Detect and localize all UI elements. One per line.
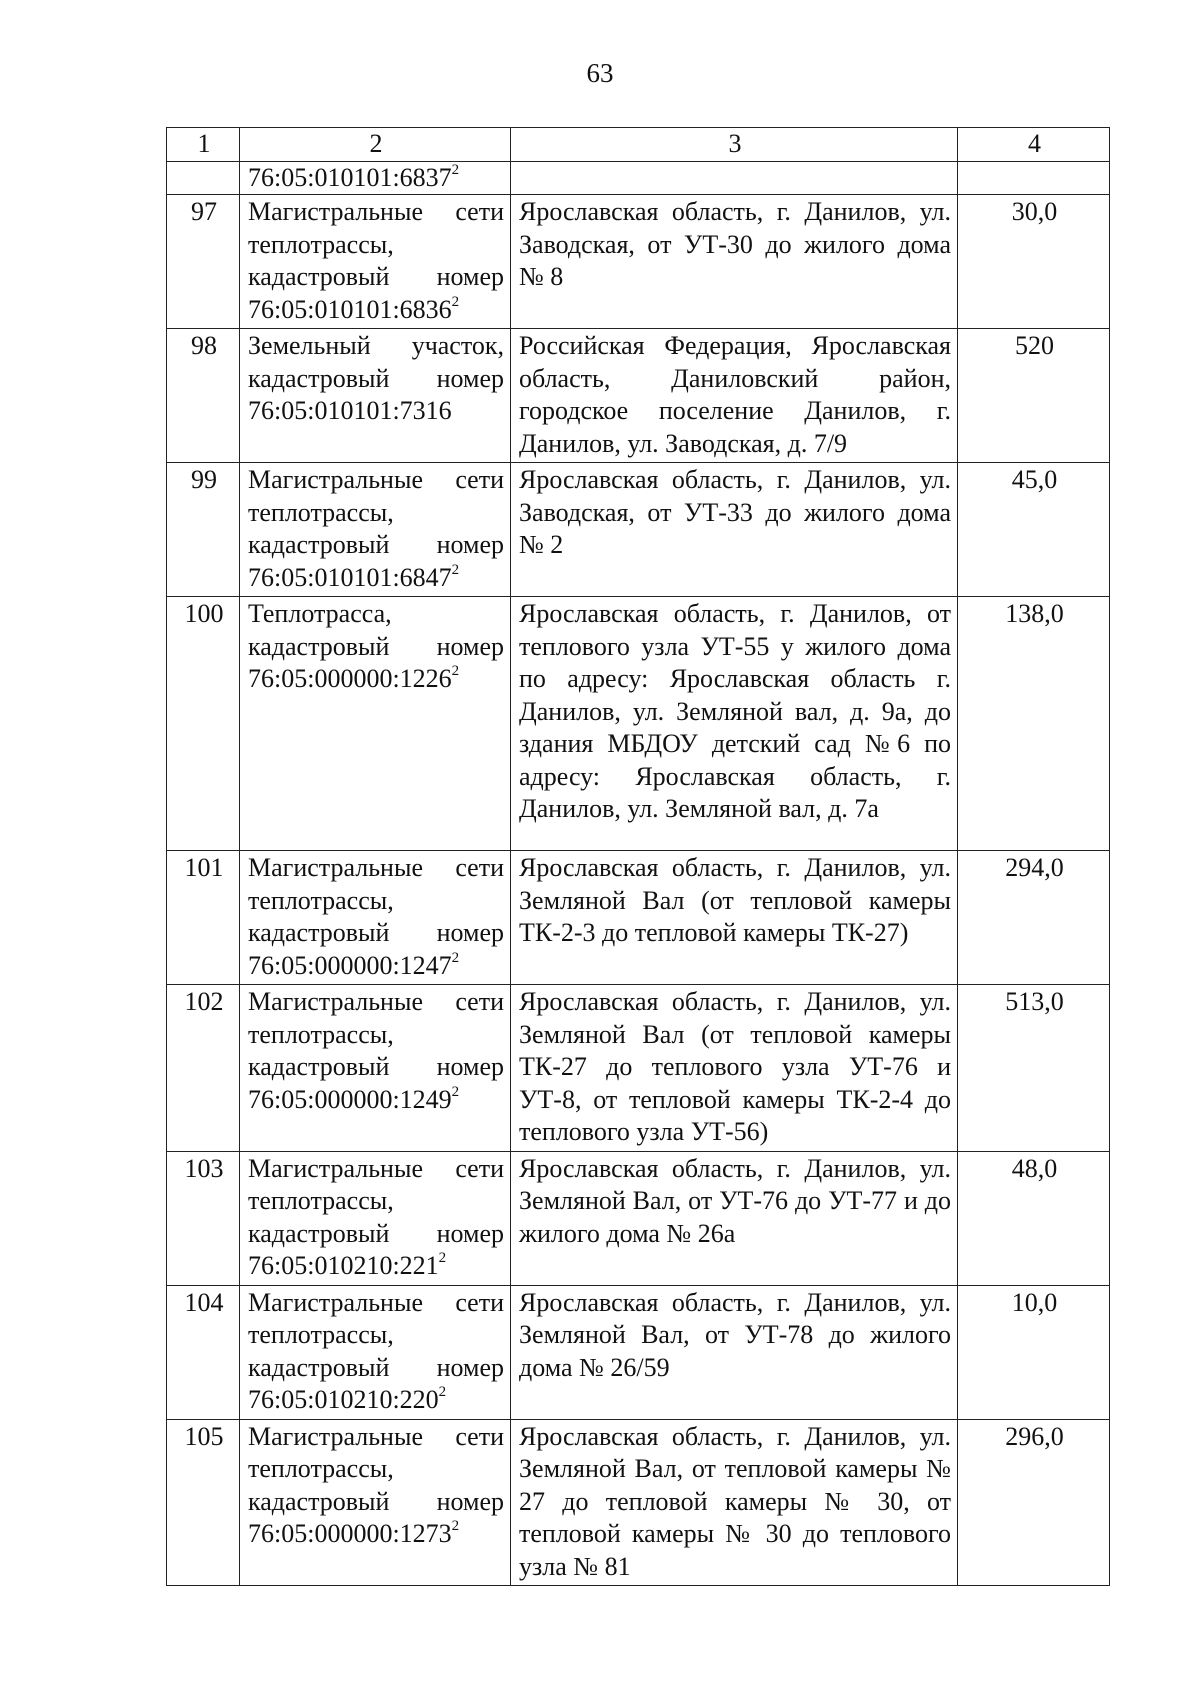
- object-address: Ярославская область, г. Данилов, ул. Заводская, от УТ-33 до жилого дома № 2: [511, 463, 958, 597]
- table-header-row: [167, 128, 1110, 162]
- table-row: [167, 1285, 1110, 1419]
- row-number: 99: [167, 463, 240, 597]
- cadastral-number: 76:05:010210:221: [248, 1251, 439, 1280]
- row-number: 98: [167, 329, 240, 463]
- footnote-mark: 2: [438, 1384, 447, 1401]
- object-name: [240, 463, 511, 597]
- object-name: [240, 1151, 511, 1285]
- object-description: Магистральные сети теплотрассы, кадастровый номер: [248, 465, 504, 559]
- page-number: 63: [586, 58, 614, 88]
- object-description: Магистральные сети теплотрассы, кадастровый номер: [248, 1153, 504, 1248]
- footnote-mark: 2: [451, 1518, 460, 1535]
- footnote-mark: 2: [451, 1083, 460, 1100]
- table-row: [167, 329, 1110, 463]
- object-description: Теплотрасса, кадастровый номер: [248, 599, 504, 661]
- row-number: 105: [167, 1419, 240, 1586]
- object-address: Ярославская область, г. Данилов, ул. Земляной Вал (от тепловой камеры ТК-2-3 до тепловой камеры ТК-27): [511, 851, 958, 985]
- property-table-wrapper: [166, 127, 1110, 1586]
- object-description: Магистральные сети теплотрассы, кадастровый номер: [248, 1421, 504, 1516]
- table-row: [167, 1151, 1110, 1285]
- row-number: 101: [167, 851, 240, 985]
- row-number: 97: [167, 195, 240, 329]
- header-col-1: 1: [167, 128, 240, 162]
- cadastral-number: 76:05:010101:6837: [248, 162, 452, 192]
- object-area: [958, 161, 1110, 195]
- table-row: [167, 985, 1110, 1152]
- cadastral-number: 76:05:000000:1273: [248, 1519, 452, 1548]
- object-address: Ярославская область, г. Данилов, ул. Земляной Вал, от тепловой камеры № 27 до тепловой камеры № 30, от тепловой камеры № 30 до теплового узла № 81: [511, 1419, 958, 1586]
- object-name: [240, 851, 511, 985]
- object-name: [240, 329, 511, 463]
- cadastral-number: 76:05:010101:6847: [248, 562, 452, 592]
- object-area: 513,0: [958, 985, 1110, 1152]
- table-row: [167, 195, 1110, 329]
- object-description: Магистральные сети теплотрассы, кадастровый номер: [248, 1287, 504, 1382]
- table-row-continuation: [167, 161, 1110, 195]
- row-number: 104: [167, 1285, 240, 1419]
- object-address: [511, 161, 958, 195]
- row-number: 100: [167, 597, 240, 851]
- cadastral-number: 76:05:010210:220: [248, 1385, 439, 1414]
- header-col-4: 4: [958, 128, 1110, 162]
- object-area: 48,0: [958, 1151, 1110, 1285]
- footnote-mark: 2: [451, 561, 460, 578]
- cadastral-number: 76:05:010101:6836: [248, 294, 452, 324]
- object-area: 30,0: [958, 195, 1110, 329]
- object-area: 45,0: [958, 463, 1110, 597]
- object-area: 138,0: [958, 597, 1110, 851]
- footnote-mark: 2: [451, 663, 460, 680]
- row-number: [167, 161, 240, 195]
- object-description: Магистральные сети теплотрассы, кадастровый номер: [248, 987, 504, 1081]
- table-row: [167, 1419, 1110, 1586]
- cadastral-number: 76:05:010101:7316: [248, 396, 452, 425]
- header-col-2: 2: [240, 128, 511, 162]
- object-description: Магистральные сети теплотрассы, кадастровый номер: [248, 853, 504, 947]
- object-address: Российская Федерация, Ярославская область, Даниловский район, городское поселение Данилов, г. Данилов, ул. Заводская, д. 7/9: [511, 329, 958, 463]
- row-number: 102: [167, 985, 240, 1152]
- footnote-mark: 2: [451, 949, 460, 966]
- table-row: [167, 597, 1110, 851]
- object-description: Земельный участок, кадастровый номер: [248, 331, 504, 393]
- object-address: Ярославская область, г. Данилов, от теплового узла УТ-55 у жилого дома по адресу: Ярославская область г. Данилов, ул. Земляной вал, д. 9а, до здания МБДОУ детский сад №6 по адресу: Ярославская область, г. Данилов, ул. Земляной вал, д. 7а: [511, 597, 958, 851]
- object-address: Ярославская область, г. Данилов, ул. Земляной Вал, от УТ-78 до жилого дома № 26/59: [511, 1285, 958, 1419]
- footnote-mark: 2: [438, 1250, 447, 1267]
- footnote-mark: 2: [451, 293, 460, 310]
- object-address: Ярославская область, г. Данилов, ул. Земляной Вал, от УТ-76 до УТ-77 и до жилого дома № 26а: [511, 1151, 958, 1285]
- object-name: [240, 1285, 511, 1419]
- object-name: [240, 597, 511, 851]
- cadastral-number: 76:05:000000:1247: [248, 950, 452, 980]
- object-name: [240, 985, 511, 1152]
- object-address: Ярославская область, г. Данилов, ул. Заводская, от УТ-30 до жилого дома № 8: [511, 195, 958, 329]
- header-col-3: 3: [511, 128, 958, 162]
- object-name: [240, 195, 511, 329]
- object-name: [240, 161, 511, 195]
- object-address: Ярославская область, г. Данилов, ул. Земляной Вал (от тепловой камеры ТК-27 до теплового узла УТ-76 и УТ-8, от тепловой камеры ТК-2-4 до теплового узла УТ-56): [511, 985, 958, 1152]
- object-description: Магистральные сети теплотрассы, кадастровый номер: [248, 197, 504, 291]
- table-row: [167, 851, 1110, 985]
- property-table: [166, 127, 1110, 1586]
- object-area: 296,0: [958, 1419, 1110, 1586]
- row-number: 103: [167, 1151, 240, 1285]
- cadastral-number: 76:05:000000:1249: [248, 1084, 452, 1114]
- object-area: 520: [958, 329, 1110, 463]
- object-area: 294,0: [958, 851, 1110, 985]
- table-row: [167, 463, 1110, 597]
- object-name: [240, 1419, 511, 1586]
- object-area: 10,0: [958, 1285, 1110, 1419]
- footnote-mark: 2: [451, 161, 460, 178]
- cadastral-number: 76:05:000000:1226: [248, 664, 452, 693]
